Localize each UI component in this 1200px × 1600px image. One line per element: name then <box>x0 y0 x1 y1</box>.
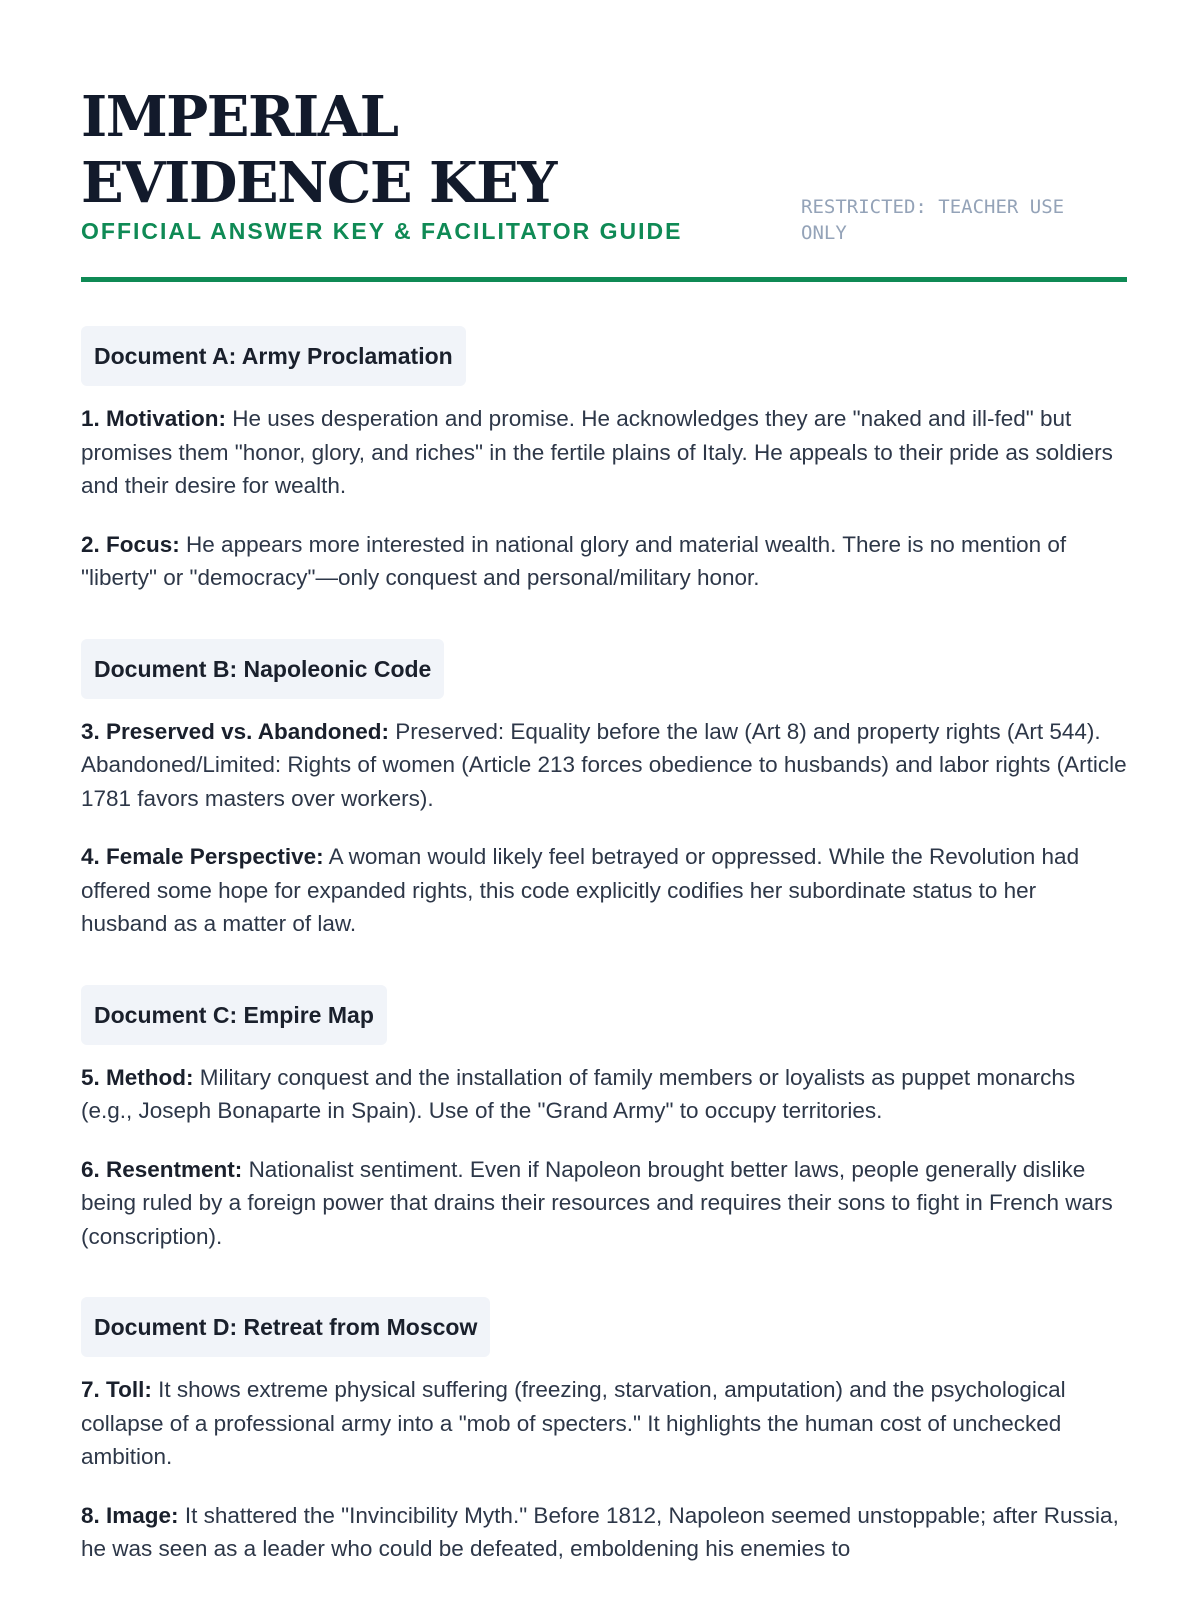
answer-item <box>81 1373 1127 1474</box>
section-document-a <box>81 326 1127 595</box>
section-document-d <box>81 1297 1127 1566</box>
section-title: Document A: Army Proclamation <box>81 326 466 386</box>
answer-label: 1. Motivation: <box>81 406 226 431</box>
answer-text: A woman would likely feel betrayed or oppressed. While the Revolution had offered some hope for expanded rights, this code explicitly codifies her subordinate status to her husband as a matter of law. <box>81 844 1080 936</box>
answer-label: 6. Resentment: <box>81 1156 243 1182</box>
answer-text: Preserved: Equality before the law (Art 8) and property rights (Art 544). Abandoned/Limited: Rights of women (Article 213 forces obedience to husbands) and labor rights (Article 1781 favors masters over workers). <box>81 718 1127 811</box>
section-title: Document C: Empire Map <box>81 985 387 1045</box>
answer-item <box>81 528 1127 595</box>
answer-key-page <box>81 0 1127 1600</box>
restricted-notice: RESTRICTED: TEACHER USE ONLY <box>801 196 1065 244</box>
page-subtitle: OFFICIAL ANSWER KEY & FACILITATOR GUIDE <box>81 218 683 244</box>
answer-item <box>81 840 1127 941</box>
page-header <box>81 0 1127 282</box>
section-document-b <box>81 639 1127 941</box>
answer-label: 2. Focus: <box>81 531 180 557</box>
answer-text: He uses desperation and promise. He acknowledges they are "naked and ill-fed" but promises them "honor, glory, and riches" in the fertile plains of Italy. He appeals to their pride as soldiers and their desire for wealth. <box>81 406 1113 498</box>
page-title: IMPERIAL EVIDENCE KEY <box>81 84 556 216</box>
answer-label: 5. Method: <box>81 1064 194 1090</box>
answer-text: Military conquest and the installation of family members or loyalists as puppet monarchs (e.g., Joseph Bonaparte in Spain). Use of the "Grand Army" to occupy territories. <box>81 1064 1076 1123</box>
section-title: Document D: Retreat from Moscow <box>81 1297 490 1357</box>
answer-label: 8. Image: <box>81 1502 179 1528</box>
answer-item <box>81 402 1127 503</box>
answer-text: It shows extreme physical suffering (freezing, starvation, amputation) and the psychological collapse of a professional army into a "mob of specters." It highlights the human cost of unchecked ambition. <box>81 1377 1066 1469</box>
answer-text: He appears more interested in national glory and material wealth. There is no mention of "liberty" or "democracy"—only conquest and personal/military honor. <box>81 531 1067 590</box>
answer-text: Nationalist sentiment. Even if Napoleon brought better laws, people generally dislike being ruled by a foreign power that drains their resources and requires their sons to fight in French wars (conscription). <box>81 1156 1113 1249</box>
answer-label: 3. Preserved vs. Abandoned: <box>81 718 390 744</box>
section-document-c <box>81 985 1127 1254</box>
answer-label: 7. Toll: <box>81 1377 152 1402</box>
section-title: Document B: Napoleonic Code <box>81 639 444 699</box>
answer-item <box>81 1499 1127 1566</box>
answer-item <box>81 715 1127 816</box>
answer-text: It shattered the "Invincibility Myth." Before 1812, Napoleon seemed unstoppable; after Russia, he was seen as a leader who could be defeated, emboldening his enemies to <box>81 1502 1119 1561</box>
answer-item <box>81 1061 1127 1128</box>
answer-label: 4. Female Perspective: <box>81 844 324 869</box>
answer-item <box>81 1153 1127 1254</box>
